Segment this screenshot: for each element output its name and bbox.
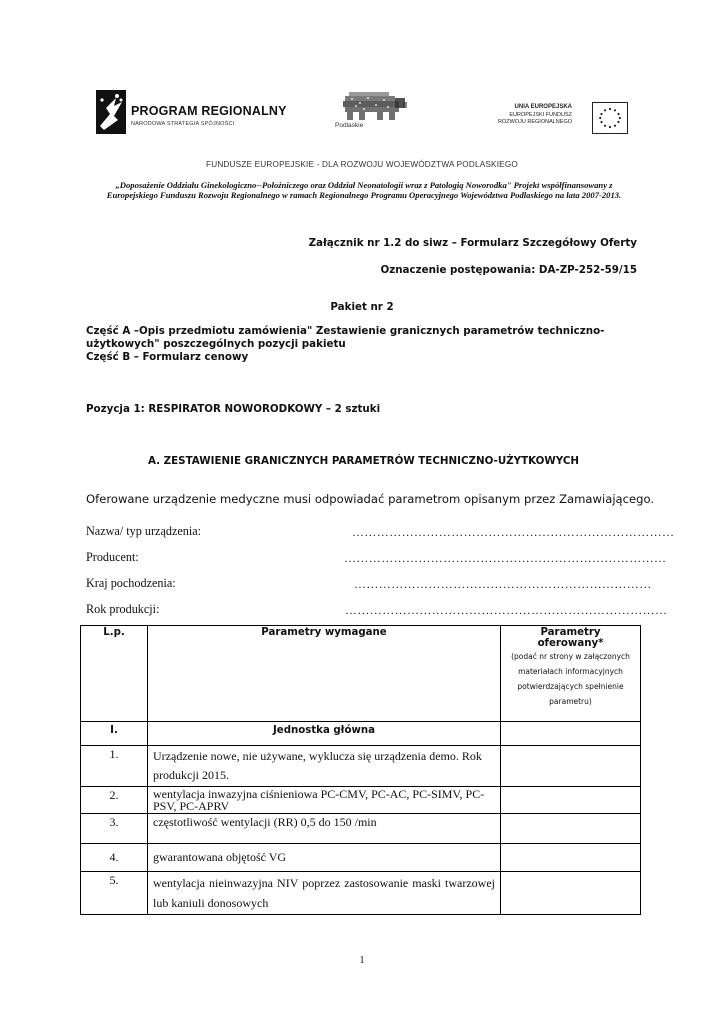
program-emblem-icon [96,90,126,134]
eu-line-3: ROZWOJU REGIONALNEGO [498,119,572,125]
position-title: Pozycja 1: RESPIRATOR NOWORODKOWY – 2 sztuki [86,403,381,415]
row-parameter: wentylacja inwazyjna ciśnieniowa PC-CMV, PC-AC, PC-SIMV, PC-PSV, PC-APRV [148,787,501,814]
podlaskie-logo [335,88,415,136]
row-lp: 2. [81,787,148,814]
table-row [81,872,641,915]
field-label-producer: Producent: [86,550,139,564]
row-parameter: częstotliwość wentylacji (RR) 0,5 do 150 /min [148,814,501,844]
row-parameter: gwarantowana objętość VG [148,844,501,872]
project-description: „Doposażenie Oddziału Ginekologiczno--Położniczego oraz Oddział Neonatologii wraz z Patologią Noworodka" Projekt współfinansowany z Europejskiego Funduszu Rozwoju Regionalnego w ramach Regionalnego Programu Operacyjnego Województwa Podlaskiego na lata 2007-2013. [106,180,622,201]
eu-flag-icon [592,102,628,134]
section-row [81,722,641,746]
field-dots-producer[interactable]: …………………………………………………………………… [344,551,667,565]
eu-line-2: EUROPEJSKI FUNDUSZ [509,112,572,118]
page-number: 1 [359,955,365,966]
part-a-text: Część A –Opis przedmiotu zamówienia" Zestawienie granicznych parametrów techniczno-użytkowych" poszczególnych pozycji pakietu [86,325,605,351]
part-b-text: Część B – Formularz cenowy [86,351,249,364]
table-row [81,844,641,872]
row-offered-cell[interactable] [501,844,641,872]
table-row [81,787,641,814]
eu-line-1: UNIA EUROPEJSKA [514,104,572,110]
table-row [81,746,641,787]
header-lp: L.p. [81,626,148,722]
table-header-row [81,626,641,722]
section-offered-cell[interactable] [501,722,641,746]
header-offered [501,626,641,722]
header-required: Parametry wymagane [148,626,501,722]
bison-icon [337,88,411,122]
program-regionalny-logo [96,90,287,135]
intro-text: Oferowane urządzenie medyczne musi odpowiadać parametrom opisanym przez Zamawiającego. [86,492,655,506]
package-title: Pakiet nr 2 [330,301,394,313]
eu-logo [498,102,628,136]
funds-line: FUNDUSZE EUROPEJSKIE - DLA ROZWOJU WOJEWÓDZTWA PODLASKIEGO [206,160,518,169]
field-dots-country[interactable]: ……………………………………………………………… [354,577,652,591]
field-dots-name[interactable]: …………………………………………………………………… [352,525,675,539]
section-a-title: A. ZESTAWIENIE GRANICZNYCH PARAMETRÓW TECHNICZNO-UŻYTKOWYCH [148,455,580,467]
table-row [81,814,641,844]
row-offered-cell[interactable] [501,872,641,915]
row-lp: 5. [81,872,148,915]
row-lp: 1. [81,746,148,787]
field-label-year: Rok produkcji: [86,602,160,616]
field-dots-year[interactable]: …………………………………………………………………… [345,603,668,617]
field-label-name: Nazwa/ typ urządzenia: [86,524,202,538]
row-parameter: wentylacja nieinwazyjna NIV poprzez zastosowanie maski twarzowej lub kaniuli donosowych [148,872,501,915]
header-offered-note: (podać nr strony w załączonych materiałach informacyjnych potwierdzających spełnienie parametru) [511,652,630,706]
program-title: PROGRAM REGIONALNY [131,104,287,118]
field-label-country: Kraj pochodzenia: [86,576,176,590]
program-subtitle: NARODOWA STRATEGIA SPÓJNOŚCI [131,121,235,127]
annex-title: Załącznik nr 1.2 do siwz – Formularz Szczegółowy Oferty [308,237,637,249]
row-offered-cell[interactable] [501,746,641,787]
parameters-table [80,625,641,915]
header-offered-title: Parametry oferowany* [537,627,604,649]
row-offered-cell[interactable] [501,814,641,844]
section-title: Jednostka główna [148,722,501,746]
section-lp: I. [81,722,148,746]
case-reference: Oznaczenie postępowania: DA-ZP-252-59/15 [380,264,637,276]
row-parameter: Urządzenie nowe, nie używane, wyklucza się urządzenia demo. Rok produkcji 2015. [148,746,501,787]
parts-description [86,325,646,365]
row-lp: 3. [81,814,148,844]
row-lp: 4. [81,844,148,872]
row-offered-cell[interactable] [501,787,641,814]
region-label: Podlaskie [335,122,364,129]
